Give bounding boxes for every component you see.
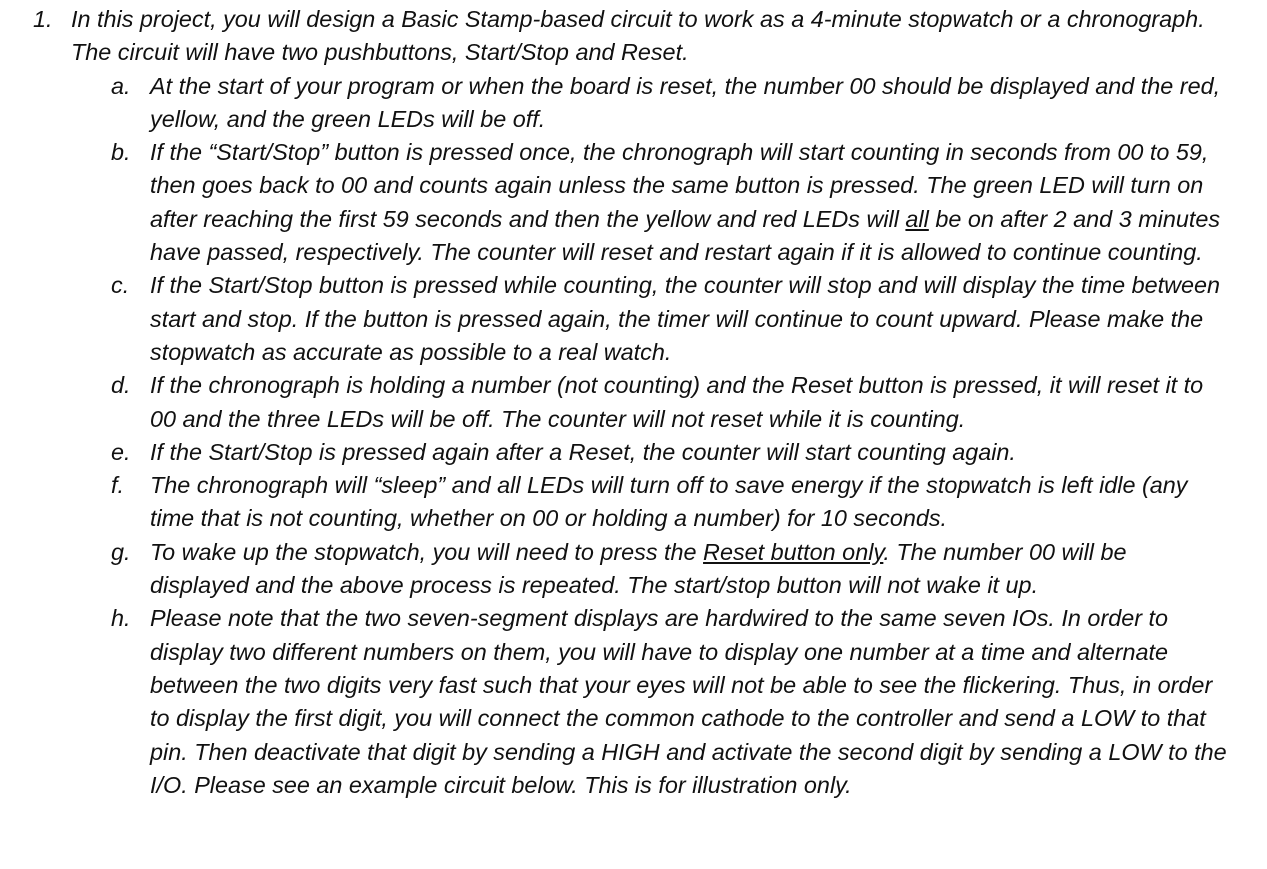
item-text-after: . The number 00 will be displayed and the above process is repeated. The start/stop button will not wake it up.	[150, 538, 1127, 599]
item-label: a.	[111, 72, 131, 99]
item-text: The chronograph will “sleep” and all LEDs will turn off to save energy if the stopwatch is left idle (any time that is not counting, whether on 00 or holding a number) for 10 seconds.	[150, 472, 1188, 532]
item-text: At the start of your program or when the board is reset, the number 00 should be displayed and the red, yellow, and the green LEDs will be off.	[150, 72, 1221, 132]
item-label: g.	[111, 538, 131, 565]
item-label: b.	[111, 139, 131, 166]
item-label: e.	[111, 438, 131, 465]
item-text: If the chronograph is holding a number (not counting) and the Reset button is pressed, it will reset it to 00 and the three LEDs will be off. The counter will not reset while it is counting.	[150, 372, 1204, 432]
list-item-h	[0, 602, 1267, 802]
question-number: 1.	[33, 6, 53, 32]
list-item-c	[0, 269, 1267, 369]
list-item-d	[0, 369, 1267, 436]
item-text-after: be on after 2 and 3 minutes have passed, respectively. The counter will reset and restart again if it is allowed to continue counting.	[150, 205, 1221, 266]
document-body	[0, 3, 1267, 802]
list-item-a	[0, 70, 1267, 137]
underlined-text: Reset button only	[703, 538, 884, 565]
item-text: If the Start/Stop is pressed again after a Reset, the counter will start counting again.	[150, 438, 1016, 465]
item-label: d.	[111, 372, 131, 399]
list-item-b	[0, 136, 1267, 269]
item-label: f.	[111, 472, 124, 499]
item-label: c.	[111, 272, 130, 299]
item-label: h.	[111, 605, 131, 632]
item-text: If the Start/Stop button is pressed while counting, the counter will stop and will display the time between start and stop. If the button is pressed again, the timer will continue to count upward. Please make the stopwatch as accurate as possible to a real watch.	[150, 272, 1221, 365]
list-item-f	[0, 469, 1267, 536]
underlined-text: all	[905, 205, 929, 232]
item-text-before: To wake up the stopwatch, you will need to press the	[150, 538, 704, 565]
item-text: Please note that the two seven-segment displays are hardwired to the same seven IOs. In order to display two different numbers on them, you will have to display one number at a time and alternate between the two digits very fast such that your eyes will not be able to see the flickering. Thus, in order to display the first digit, you will connect the common cathode to the controller and send a LOW to that pin. Then deactivate that digit by sending a HIGH and activate the second digit by sending a LOW to the I/O. Please see an example circuit below. This is for illustration only.	[150, 605, 1227, 798]
list-item-g	[0, 536, 1267, 603]
list-item-e	[0, 436, 1267, 469]
question-1	[0, 3, 1267, 70]
question-intro-text: In this project, you will design a Basic Stamp-based circuit to work as a 4-minute stopwatch or a chronograph. The circuit will have two pushbuttons, Start/Stop and Reset.	[71, 6, 1205, 66]
item-text-before: If the “Start/Stop” button is pressed once, the chronograph will start counting in seconds from 00 to 59, then goes back to 00 and counts again unless the same button is pressed. The green LED will turn on after reaching the first 59 seconds and then the yellow and red LEDs will	[150, 139, 1209, 232]
